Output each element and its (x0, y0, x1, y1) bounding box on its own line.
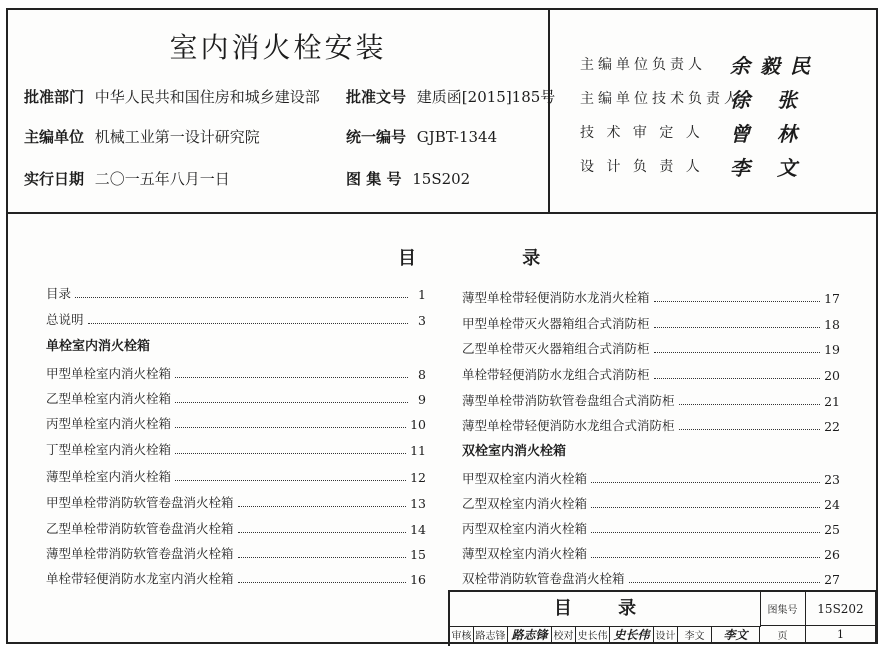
toc-entry-page: 19 (824, 342, 840, 357)
effective-date-label: 实行日期 (24, 170, 85, 188)
toc-entry-title: 乙型单栓室内消火栓箱 (46, 391, 172, 406)
toc-entry[interactable] (46, 567, 426, 587)
toc-entry-page: 15 (410, 547, 426, 562)
toc-heading: 目 录 (398, 248, 591, 269)
document-title: 室内消火栓安装 (169, 31, 387, 64)
toc-entry-title: 薄型单栓带轻便消防水龙组合式消防柜 (462, 418, 675, 433)
title-block-title: 目 录 (450, 592, 761, 627)
toc-section-title: 单栓室内消火栓箱 (46, 339, 151, 354)
responsible-persons (548, 10, 878, 212)
toc-entry[interactable] (46, 438, 426, 458)
toc-entry-title: 丙型单栓室内消火栓箱 (46, 416, 172, 431)
toc-entry[interactable] (46, 542, 426, 562)
toc-entry-page: 13 (410, 496, 426, 511)
toc-entry-title: 甲型单栓室内消火栓箱 (46, 366, 172, 381)
toc-entry[interactable] (46, 282, 426, 302)
toc-leader (238, 557, 407, 558)
toc-entry-page: 26 (824, 547, 840, 562)
toc-entry[interactable] (46, 387, 426, 407)
toc-leader (238, 506, 407, 507)
toc-entry-page: 24 (824, 497, 840, 512)
design-name: 李文 (678, 626, 712, 644)
toc-entry[interactable] (462, 542, 840, 562)
toc-entry[interactable] (462, 363, 840, 383)
resp-role-3: 设 计 负 责 人 (580, 159, 704, 175)
toc-entry-page: 16 (410, 572, 426, 587)
atlas-label: 图集号 (760, 592, 806, 626)
toc-leader (654, 352, 821, 353)
toc-leader (175, 427, 406, 428)
review-label: 审核 (450, 626, 474, 644)
review-signature: 路志锋 (508, 626, 552, 644)
approval-no-label: 批准文号 (346, 88, 407, 106)
page-number: 1 (806, 626, 876, 644)
toc-leader (88, 323, 408, 324)
atlas-no (346, 168, 470, 189)
design-signature: 李文 (712, 626, 760, 644)
resp-signature-2: 曾 林 (730, 122, 807, 146)
toc-entry-title: 单栓带轻便消防水龙组合式消防柜 (462, 367, 650, 382)
toc-entry-page: 17 (824, 291, 840, 306)
approving-dept-label: 批准部门 (24, 88, 85, 106)
toc-leader (654, 378, 821, 379)
toc-entry-page: 1 (418, 287, 426, 302)
toc-entry-title: 目录 (46, 286, 72, 301)
atlas-number: 15S202 (806, 592, 876, 626)
toc-entry[interactable] (46, 465, 426, 485)
toc-entry[interactable] (46, 491, 426, 511)
check-label: 校对 (552, 626, 576, 644)
toc-entry[interactable] (46, 308, 426, 328)
title-block (448, 590, 878, 646)
editor-unit-value: 机械工业第一设计研究院 (94, 128, 260, 146)
effective-date-value: 二〇一五年八月一日 (94, 170, 230, 188)
toc-leader (679, 404, 821, 405)
unified-no (346, 126, 497, 147)
toc-entry-page: 22 (824, 419, 840, 434)
check-signature: 史长伟 (610, 626, 654, 644)
toc-entry[interactable] (462, 517, 840, 537)
toc-entry[interactable] (462, 414, 840, 434)
drawing-sheet (6, 8, 878, 644)
toc-entry-page: 23 (824, 472, 840, 487)
toc-entry-page: 25 (824, 522, 840, 537)
toc-entry-title: 甲型单栓带灭火器箱组合式消防柜 (462, 316, 650, 331)
atlas-no-label: 图 集 号 (346, 170, 402, 188)
toc-entry-title: 薄型单栓室内消火栓箱 (46, 469, 172, 484)
toc-entry-page: 21 (824, 394, 840, 409)
toc-entry-title: 单栓带轻便消防水龙室内消火栓箱 (46, 571, 234, 586)
page-label: 页 (760, 626, 806, 644)
toc-leader (679, 429, 821, 430)
toc-entry-page: 27 (824, 572, 840, 587)
editor-unit-label: 主编单位 (24, 128, 85, 146)
toc-entry[interactable] (46, 412, 426, 432)
toc-leader (591, 507, 820, 508)
toc-entry-title: 薄型双栓室内消火栓箱 (462, 546, 588, 561)
toc-entry-title: 薄型单栓带消防软管卷盘组合式消防柜 (462, 393, 675, 408)
editor-unit (24, 126, 260, 147)
toc-leader (238, 532, 407, 533)
approval-no (346, 86, 555, 107)
toc-entry-title: 甲型双栓室内消火栓箱 (462, 471, 588, 486)
check-name: 史长伟 (576, 626, 610, 644)
toc-entry-page: 8 (418, 367, 426, 382)
toc-entry[interactable] (46, 362, 426, 382)
toc-entry[interactable] (462, 312, 840, 332)
toc-entry-title: 丁型单栓室内消火栓箱 (46, 442, 172, 457)
toc-entry-title: 薄型单栓带轻便消防水龙消火栓箱 (462, 290, 650, 305)
toc-entry-title: 乙型单栓带灭火器箱组合式消防柜 (462, 341, 650, 356)
toc-entry[interactable] (46, 517, 426, 537)
resp-role-0: 主编单位负责人 (580, 57, 706, 73)
toc-entry-page: 9 (418, 392, 426, 407)
design-label: 设计 (654, 626, 678, 644)
toc-entry[interactable] (462, 286, 840, 306)
toc-leader (175, 402, 408, 403)
toc-entry-title: 甲型单栓带消防软管卷盘消火栓箱 (46, 495, 234, 510)
toc-leader (591, 532, 820, 533)
toc-entry-page: 11 (410, 443, 426, 458)
effective-date (24, 168, 230, 189)
toc-entry[interactable] (462, 389, 840, 409)
toc-leader (591, 482, 820, 483)
resp-signature-3: 李 文 (730, 156, 807, 180)
toc-leader (654, 327, 821, 328)
toc-entry[interactable] (462, 467, 840, 487)
resp-signature-0: 余毅民 (730, 54, 820, 78)
unified-no-value: GJBT-1344 (416, 128, 498, 146)
toc-leader (175, 480, 406, 481)
toc-entry[interactable] (462, 567, 840, 587)
toc-entry-page: 14 (410, 522, 426, 537)
toc-leader (175, 453, 406, 454)
toc-entry[interactable] (462, 492, 840, 512)
toc-entry-title: 薄型单栓带消防软管卷盘消火栓箱 (46, 546, 234, 561)
toc-leader (591, 557, 820, 558)
toc-entry-page: 20 (824, 368, 840, 383)
toc-leader (654, 301, 821, 302)
toc-leader (629, 582, 821, 583)
toc-leader (238, 582, 407, 583)
toc-section-title: 双栓室内消火栓箱 (462, 444, 567, 459)
header (8, 10, 876, 214)
toc-leader (75, 297, 408, 298)
atlas-no-value: 15S202 (412, 170, 471, 188)
review-name: 路志锋 (474, 626, 508, 644)
toc-entry-page: 18 (824, 317, 840, 332)
approving-dept-value: 中华人民共和国住房和城乡建设部 (94, 88, 320, 106)
resp-role-2: 技 术 审 定 人 (580, 125, 704, 141)
unified-no-label: 统一编号 (346, 128, 407, 146)
toc-entry-title: 乙型单栓带消防软管卷盘消火栓箱 (46, 521, 234, 536)
toc-entry[interactable] (462, 337, 840, 357)
resp-signature-1: 徐 张 (730, 88, 807, 112)
toc-entry-title: 双栓带消防软管卷盘消火栓箱 (462, 571, 625, 586)
toc-entry-page: 12 (410, 470, 426, 485)
header-info (8, 10, 556, 212)
toc-entry-page: 10 (410, 417, 426, 432)
resp-role-1: 主编单位技术负责人 (580, 91, 742, 107)
toc-entry-title: 乙型双栓室内消火栓箱 (462, 496, 588, 511)
toc-entry-title: 丙型双栓室内消火栓箱 (462, 521, 588, 536)
approval-no-value: 建质函[2015]185号 (416, 88, 556, 106)
approving-dept (24, 86, 320, 107)
toc-entry-page: 3 (418, 313, 426, 328)
toc-leader (175, 377, 408, 378)
toc-entry-title: 总说明 (46, 312, 84, 327)
